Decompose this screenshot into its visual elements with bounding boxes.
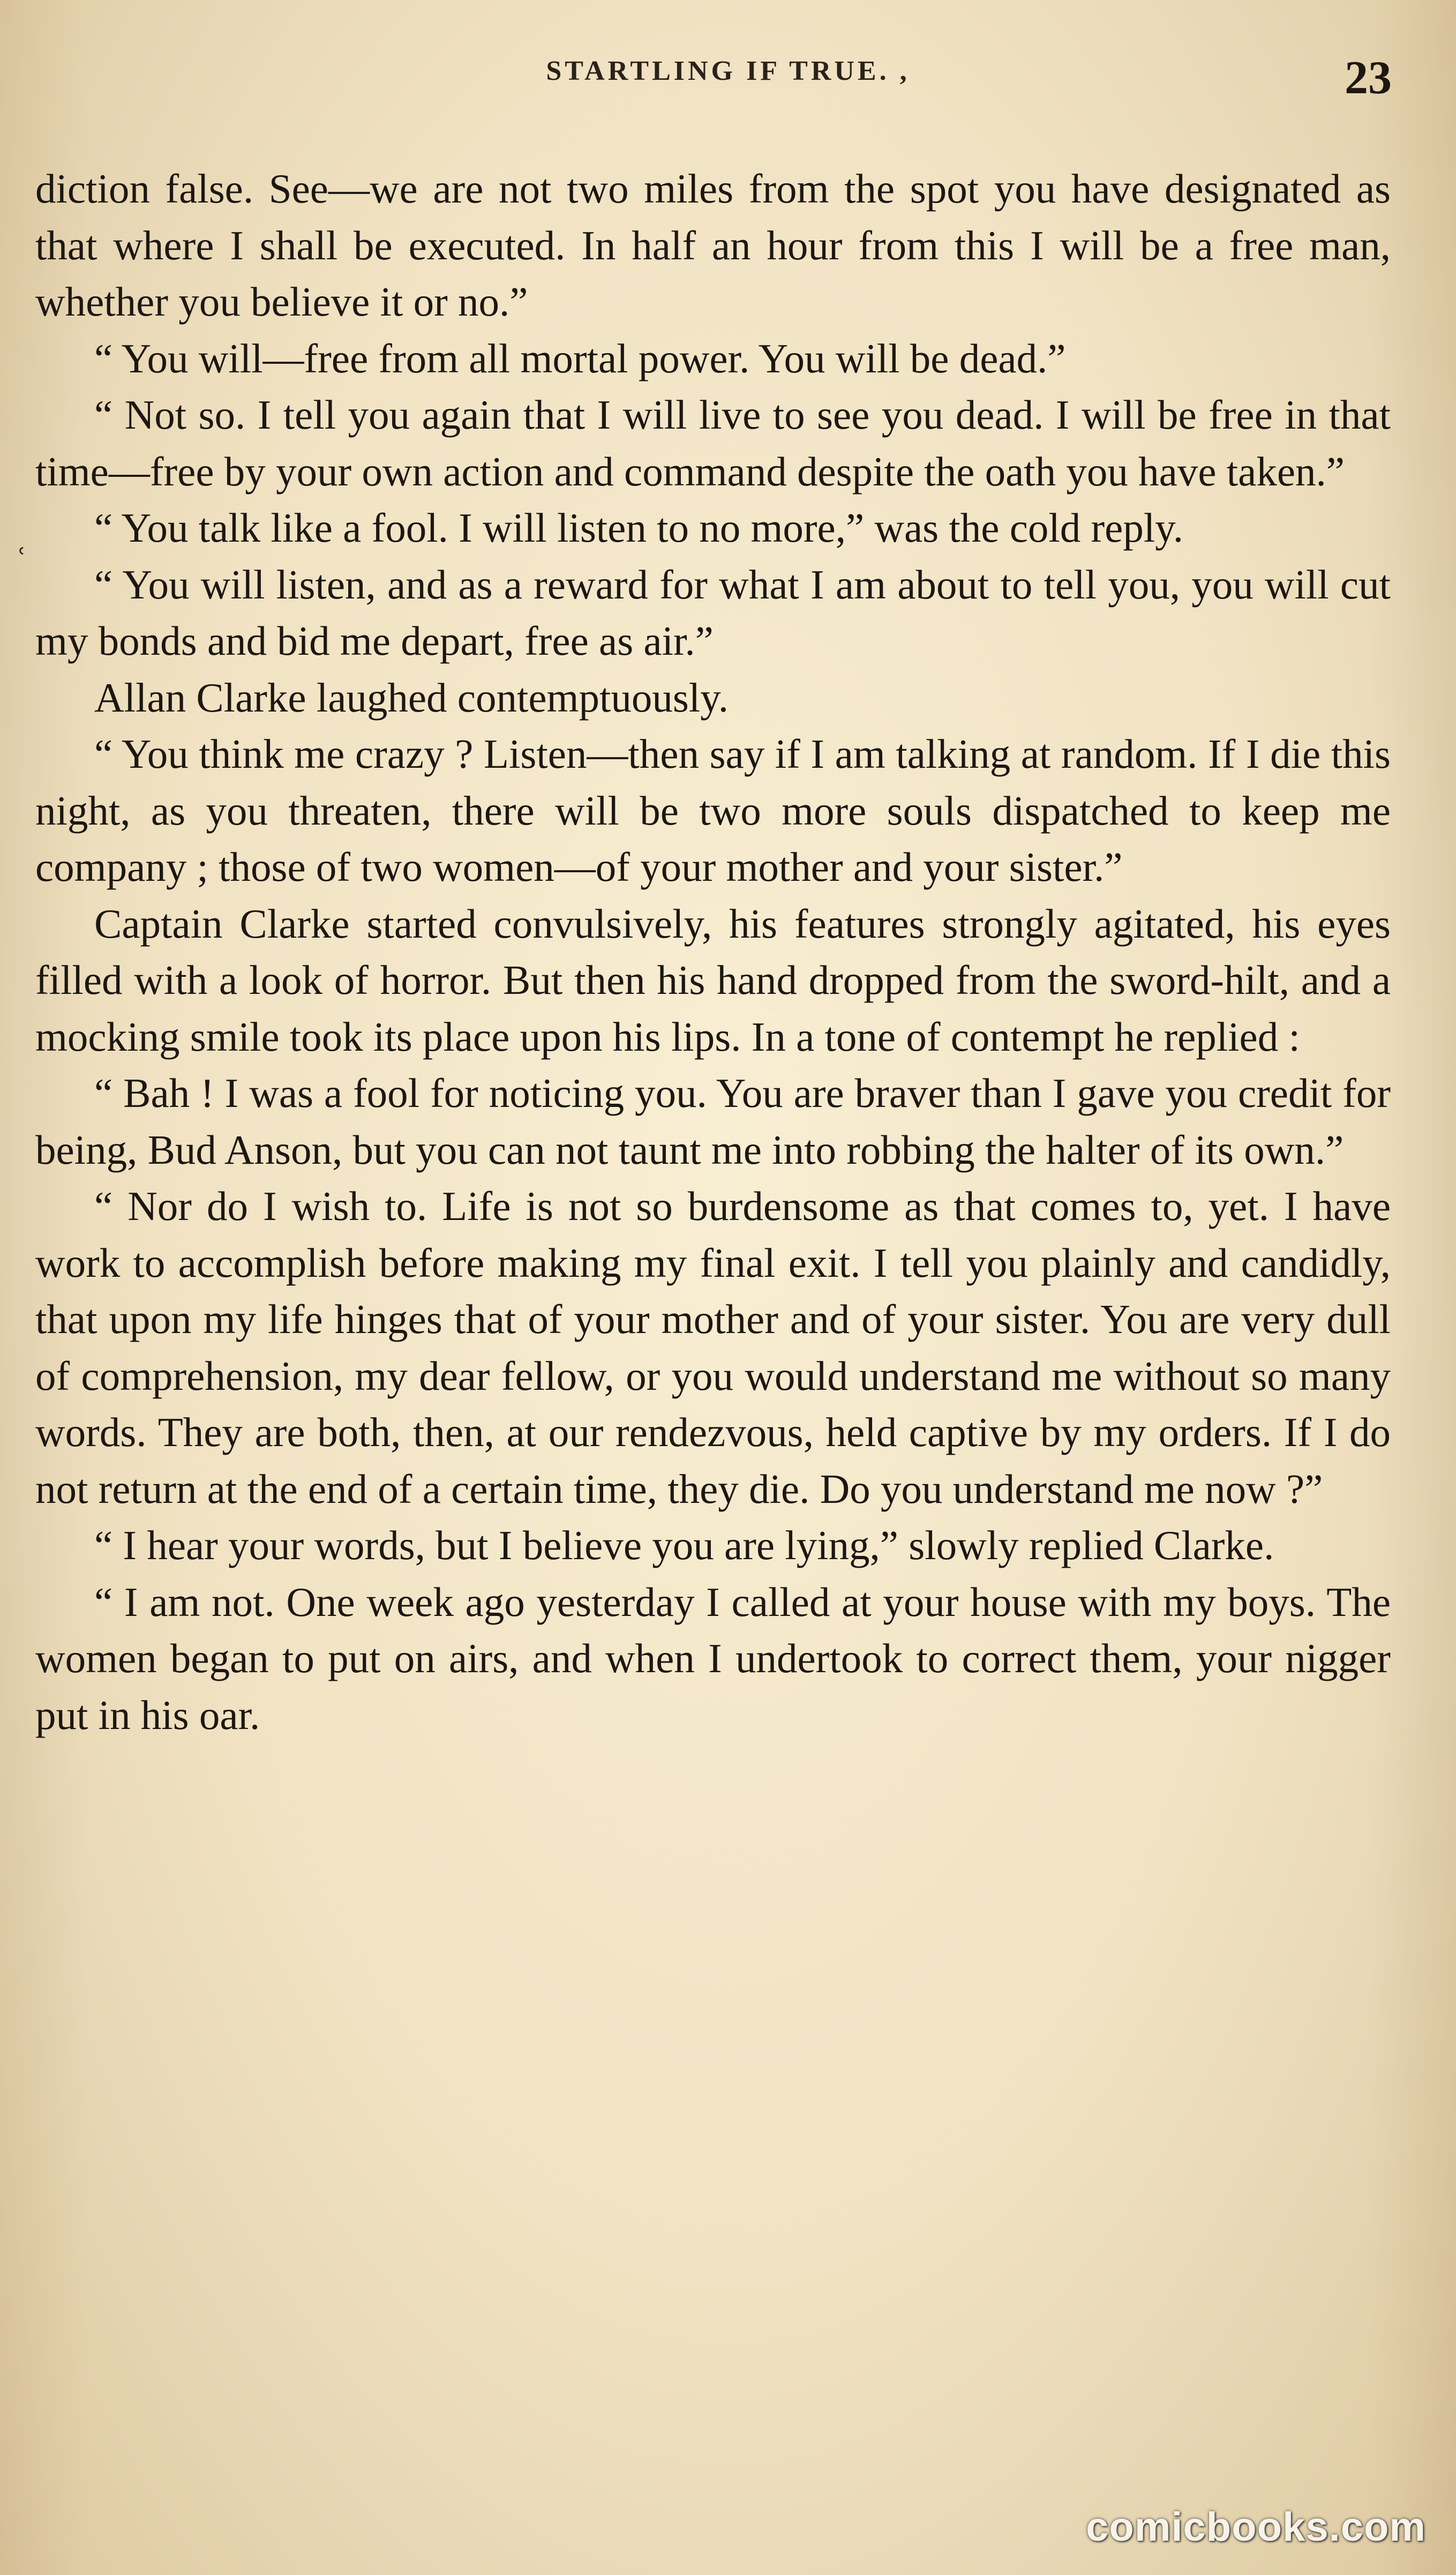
paragraph-5: “ You will listen, and as a reward for what I am about to tell you, you will cut my bonds and bid me depart, free as air.” [35,561,1391,664]
paragraph-6: Allan Clarke laughed contemptuously. [94,674,729,721]
running-head: STARTLING IF TRUE. , [546,56,910,86]
paragraph-10: “ Nor do I wish to. Life is not so burdensome as that comes to, yet. I have work to accomplish before making my final exit. I tell you plainly and candidly, that upon my life hinges that of your mother and of your sister. You are very dull of comprehension, my dear fellow, or you would understand me without so many words. They are both, then, at our rendezvous, held captive by my orders. If I do not return at the end of a certain time, they die. Do you understand me now ?” [35,1183,1391,1512]
paragraph-12: “ I am not. One week ago yesterday I called at your house with my boys. The women began to put on airs, and when I undertook to correct them, your nigger put in his oar. [35,1578,1391,1738]
paragraph-1: diction false. See—we are not two miles from the spot you have designated as that where I shall be executed. In half an hour from this I will be a free man, whether you believe it or no.” [35,166,1391,325]
watermark: comicbooks.com [1086,2504,1426,2550]
paragraph-11: “ I hear your words, but I believe you are lying,” slowly replied Clarke. [94,1522,1274,1568]
paragraph-3: “ Not so. I tell you again that I will live to see you dead. I will be free in that time—free by your own action and command despite the oath you have taken.” [35,392,1391,495]
page-number: 23 [1345,52,1392,104]
paragraph-9: “ Bah ! I was a fool for noticing you. You are braver than I gave you credit for being, Bud Anson, but you can not taunt me into robbing the halter of its own.” [35,1070,1391,1173]
paragraph-2: “ You will—free from all mortal power. You will be dead.” [94,335,1066,381]
body-text [35,161,1391,1743]
paragraph-7: “ You think me crazy ? Listen—then say if I am talking at random. If I die this night, as you threaten, there will be two more souls dispatched to keep me company ; those of two women—of your mother and your sister.” [35,731,1391,890]
margin-mark: ʿ [15,542,28,583]
paragraph-8: Captain Clarke started convulsively, his features strongly agitated, his eyes filled with a look of horror. But then his hand dropped from the sword-hilt, and a mocking smile took its place upon his lips. In a tone of contempt he replied : [35,900,1391,1060]
paragraph-4: “ You talk like a fool. I will listen to no more,” was the cold reply. [94,505,1183,551]
page-header [0,51,1456,115]
